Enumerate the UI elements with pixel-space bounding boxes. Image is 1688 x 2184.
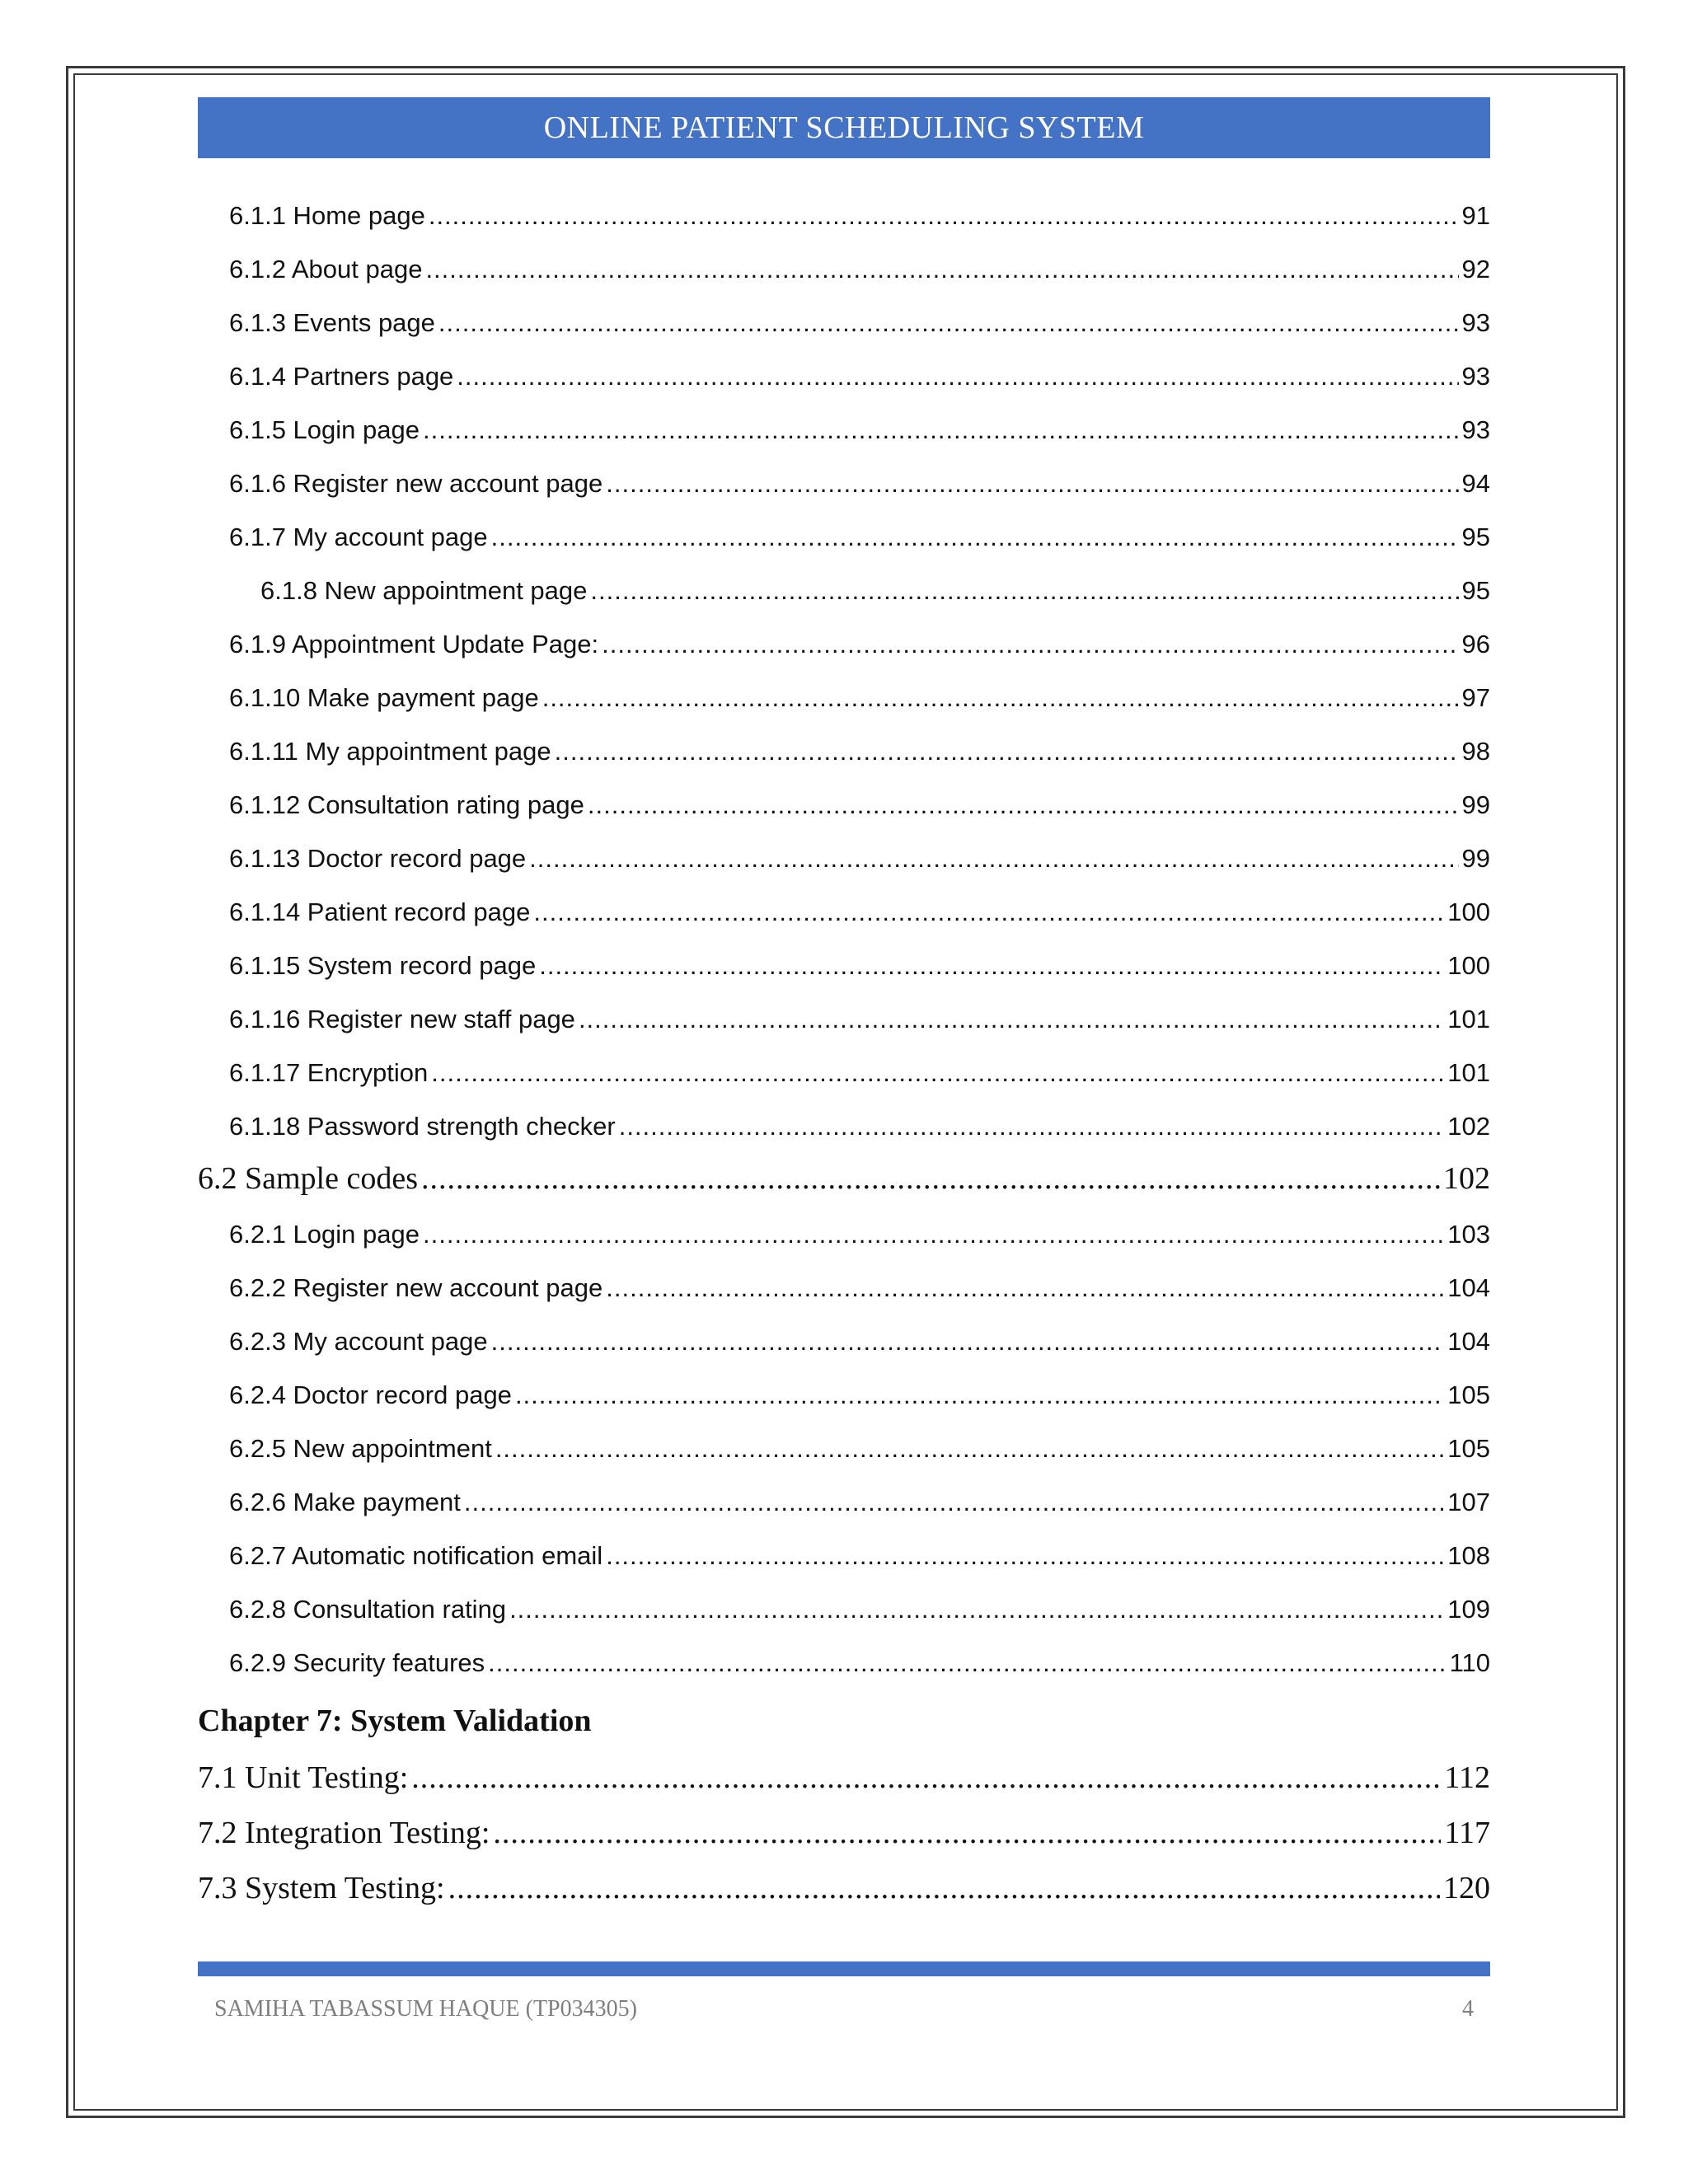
toc-entry[interactable]: 6.2.4 Doctor record page ..... 105: [198, 1380, 1490, 1410]
toc-entry[interactable]: 6.1.16 Register new staff page ..... 101: [198, 1005, 1490, 1034]
toc-entry[interactable]: 6.2.6 Make payment ..... 107: [198, 1488, 1490, 1517]
toc-entry[interactable]: 6.1.2 About page ..... 92: [198, 255, 1490, 284]
toc-entry[interactable]: 6.2.3 My account page ..... 104: [198, 1327, 1490, 1357]
page-number: 4: [1462, 1996, 1474, 2022]
toc-entry[interactable]: 6.1.15 System record page ..... 100: [198, 951, 1490, 981]
toc-entry[interactable]: 6.2.8 Consultation rating ..... 109: [198, 1595, 1490, 1624]
toc-entry[interactable]: 6.2.2 Register new account page ..... 104: [198, 1273, 1490, 1303]
toc-entry[interactable]: 6.1.7 My account page ..... 95: [198, 523, 1490, 552]
toc-section-entry[interactable]: 7.2 Integration Testing: ..... 117: [198, 1815, 1490, 1851]
toc-entry[interactable]: 6.1.13 Doctor record page ..... 99: [198, 844, 1490, 874]
toc-entry[interactable]: 6.1.17 Encryption ..... 101: [198, 1058, 1490, 1088]
toc-entry[interactable]: 6.1.8 New appointment page ..... 95: [198, 576, 1490, 606]
toc-entry[interactable]: 6.1.10 Make payment page ..... 97: [198, 683, 1490, 713]
toc-entry[interactable]: 6.1.9 Appointment Update Page: ..... 96: [198, 630, 1490, 659]
toc-entry[interactable]: 6.2.1 Login page ..... 103: [198, 1220, 1490, 1249]
toc-entry[interactable]: 6.2.5 New appointment ..... 105: [198, 1434, 1490, 1464]
document-header: ONLINE PATIENT SCHEDULING SYSTEM: [198, 97, 1490, 158]
toc-entry[interactable]: 6.1.1 Home page ..... 91: [198, 201, 1490, 231]
footer-author: SAMIHA TABASSUM HAQUE (TP034305): [214, 1996, 637, 2022]
footer-divider: [198, 1961, 1490, 1976]
toc-entry[interactable]: 6.1.14 Patient record page ..... 100: [198, 898, 1490, 927]
toc-entry[interactable]: 6.1.12 Consultation rating page ..... 99: [198, 790, 1490, 820]
toc-entry[interactable]: 6.1.3 Events page ..... 93: [198, 308, 1490, 338]
toc-chapter-heading[interactable]: Chapter 7: System Validation: [198, 1704, 592, 1738]
toc-entry[interactable]: 6.1.18 Password strength checker ..... 102: [198, 1112, 1490, 1141]
toc-entry[interactable]: 6.1.5 Login page ..... 93: [198, 415, 1490, 445]
toc-entry[interactable]: 6.1.11 My appointment page ..... 98: [198, 737, 1490, 766]
toc-section-entry[interactable]: 7.3 System Testing: ..... 120: [198, 1870, 1490, 1906]
toc-entry[interactable]: 6.2.9 Security features ..... 110: [198, 1648, 1490, 1678]
toc-entry[interactable]: 6.1.4 Partners page ..... 93: [198, 362, 1490, 391]
toc-section-entry[interactable]: 7.1 Unit Testing: ..... 112: [198, 1760, 1490, 1796]
toc-section-entry[interactable]: 6.2 Sample codes ..... 102: [198, 1160, 1490, 1197]
toc-entry[interactable]: 6.2.7 Automatic notification email ..... 108: [198, 1541, 1490, 1571]
toc-entry[interactable]: 6.1.6 Register new account page ..... 94: [198, 469, 1490, 499]
